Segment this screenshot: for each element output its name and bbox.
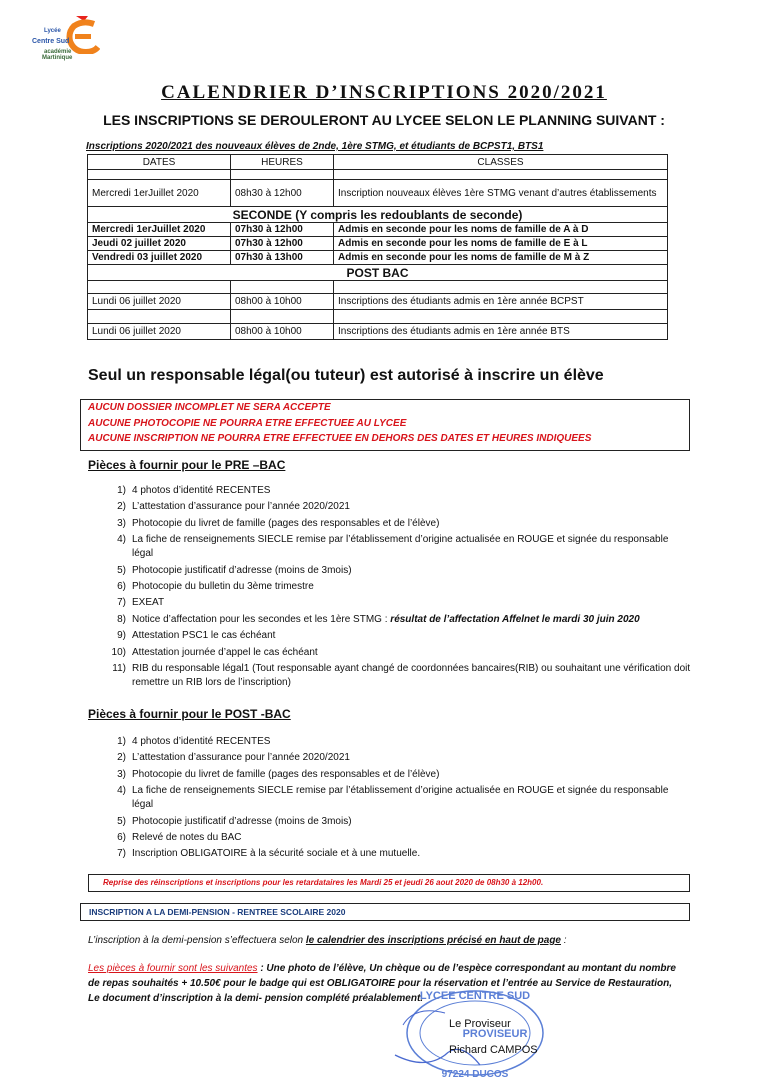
cell-date: Vendredi 03 juillet 2020 <box>88 251 231 265</box>
table-row <box>88 324 668 340</box>
table-row <box>88 223 668 237</box>
logo-text-2: Centre Sud <box>32 38 70 45</box>
reprise-text: Reprise des réinscriptions et inscriptions pour les retardataires les Mardi 25 et jeudi 26 aout 2020 de 08h30 à 12h00. <box>103 878 544 887</box>
list-item: 6) Relevé de notes du BAC <box>117 831 242 843</box>
logo-text-3: académie <box>44 49 72 55</box>
cell-date: Mercredi 1erJuillet 2020 <box>88 223 231 237</box>
list-item: 8) Notice d’affectation pour les secondes et les 1ère STMG : résultat de l’affectation Affelnet le mardi 30 juin 2020 <box>117 613 640 625</box>
cell-time: 07h30 à 12h00 <box>231 237 334 251</box>
header-heures: HEURES <box>231 155 334 170</box>
list-item: 4) La fiche de renseignements SIECLE remise par l’établissement d’origine actualisée en ROUGE et signée du responsable légal <box>117 534 669 560</box>
demipension-box <box>80 903 690 921</box>
list-item: 2) L’attestation d’assurance pour l’année 2020/2021 <box>117 752 350 764</box>
cell-time: 08h30 à 12h00 <box>231 180 334 207</box>
prebac-title: Pièces à fournir pour le PRE –BAC <box>88 458 286 472</box>
list-item: 7) EXEAT <box>117 597 165 609</box>
signature-name: Richard CAMPOS <box>449 1044 538 1056</box>
demipension-line <box>88 933 683 948</box>
table-row <box>88 294 668 310</box>
list-item: 9) Attestation PSC1 le cas échéant <box>117 630 276 642</box>
demipension-text: L’inscription à la demi-pension s’effectuera selon <box>88 935 306 946</box>
table-row <box>88 237 668 251</box>
cell-time: 07h30 à 13h00 <box>231 251 334 265</box>
signature-role: Le Proviseur <box>449 1018 511 1030</box>
pieces-label: Les pièces à fournir sont les suivantes <box>88 963 258 974</box>
proviseur-stamp-icon <box>385 985 550 1080</box>
calendar-reference: le calendrier des inscriptions précisé en haut de page <box>305 935 561 946</box>
pieces-text: : Une photo de l’élève, Un chèque ou de l’espèce correspondant au montant du nombre de repas souhaités + 10.50€ pour le badge qui est OBLIGATOIRE pour la réservation et l’entrée au Service de Restauration, Le document d’inscription à la demi- pension complété préalablement. <box>88 963 676 1004</box>
logo-text-1: Lycée <box>44 28 61 34</box>
cell-date: Jeudi 02 juillet 2020 <box>88 237 231 251</box>
warning-text: AUCUNE PHOTOCOPIE NE POURRA ETRE EFFECTUEE AU LYCEE <box>88 417 407 429</box>
postbac-list <box>117 735 692 864</box>
cell-class: Admis en seconde pour les noms de famille de E à L <box>334 237 668 251</box>
table-header-row <box>88 155 668 170</box>
demipension-suffix: : <box>561 935 567 946</box>
table-caption: Inscriptions 2020/2021 des nouveaux élèves de 2nde, 1ère STMG, et étudiants de BCPST1, BTS1 <box>86 141 544 152</box>
cell-class: Admis en seconde pour les noms de famille de M à Z <box>334 251 668 265</box>
cell-class: Admis en seconde pour les noms de famille de A à D <box>334 223 668 237</box>
list-item: 1) 4 photos d’identité RECENTES <box>117 485 271 496</box>
list-item: 3) Photocopie du livret de famille (pages des responsables et de l’élève) <box>117 768 440 780</box>
warning-text: AUCUN DOSSIER INCOMPLET NE SERA ACCEPTE <box>88 402 331 413</box>
demipension-title: INSCRIPTION A LA DEMI-PENSION - RENTREE SCOLAIRE 2020 <box>89 907 346 917</box>
stamp-top-text: LYCEE CENTRE SUD <box>419 990 531 1002</box>
list-item: 5) Photocopie justificatif d’adresse (moins de 3mois) <box>117 815 352 827</box>
school-logo <box>22 14 104 70</box>
warning-text: AUCUNE INSCRIPTION NE POURRA ETRE EFFECTUEE EN DEHORS DES DATES ET HEURES INDIQUEES <box>88 433 592 444</box>
stamp-mid-text: PROVISEUR <box>462 1028 528 1040</box>
postbac-title: Pièces à fournir pour le POST -BAC <box>88 707 291 721</box>
warnings-box <box>80 399 690 451</box>
prebac-list <box>111 484 692 692</box>
list-item: 1) 4 photos d’identité RECENTES <box>117 736 271 747</box>
page-title: CALENDRIER D’INSCRIPTIONS 2020/2021 <box>161 82 607 103</box>
cell-time: 08h00 à 10h00 <box>231 294 334 310</box>
header-classes: CLASSES <box>334 155 668 170</box>
cell-class: Inscriptions des étudiants admis en 1ère année BTS <box>334 324 668 340</box>
table-row <box>88 180 668 207</box>
list-item: 11) RIB du responsable légal1 (Tout responsable ayant changé de coordonnées bancaires(RIB) ou souhaitant une vérification doit remettre un RIB lors de l’inscription) <box>112 662 691 688</box>
cell-date: Mercredi 1erJuillet 2020 <box>88 180 231 207</box>
list-item: 7) Inscription OBLIGATOIRE à la sécurité sociale et à une mutuelle. <box>117 848 421 860</box>
list-item: 6) Photocopie du bulletin du 3ème trimestre <box>117 580 314 592</box>
header-dates: DATES <box>88 155 231 170</box>
cell-time: 07h30 à 12h00 <box>231 223 334 237</box>
page-subtitle: LES INSCRIPTIONS SE DEROULERONT AU LYCEE SELON LE PLANNING SUIVANT : <box>103 112 665 128</box>
section-postbac: POST BAC <box>88 265 668 281</box>
section-seconde: SECONDE (Y compris les redoublants de seconde) <box>88 207 668 223</box>
logo-e-icon <box>66 14 100 54</box>
table-row <box>88 251 668 265</box>
cell-time: 08h00 à 10h00 <box>231 324 334 340</box>
list-item: 3) Photocopie du livret de famille (pages des responsables et de l’élève) <box>117 517 440 529</box>
list-item: 5) Photocopie justificatif d’adresse (moins de 3mois) <box>117 564 352 576</box>
schedule-table <box>87 154 668 340</box>
cell-date: Lundi 06 juillet 2020 <box>88 294 231 310</box>
cell-date: Lundi 06 juillet 2020 <box>88 324 231 340</box>
cell-class: Inscriptions des étudiants admis en 1ère année BCPST <box>334 294 668 310</box>
reprise-box <box>88 874 690 892</box>
list-item: 10) Attestation journée d’appel le cas échéant <box>111 646 318 658</box>
legal-guardian-notice: Seul un responsable légal(ou tuteur) est autorisé à inscrire un élève <box>88 367 604 384</box>
list-item: 2) L’attestation d’assurance pour l’année 2020/2021 <box>117 501 350 513</box>
affelnet-note: résultat de l’affectation Affelnet le mardi 30 juin 2020 <box>390 613 640 625</box>
logo-text-4: Martinique <box>42 55 73 61</box>
cell-class: Inscription nouveaux élèves 1ère STMG venant d’autres établissements <box>334 180 668 207</box>
list-item: 4) La fiche de renseignements SIECLE remise par l’établissement d’origine actualisée en ROUGE et signée du responsable légal <box>117 785 669 811</box>
stamp-bottom-text: 97224 DUCOS <box>441 1069 509 1080</box>
